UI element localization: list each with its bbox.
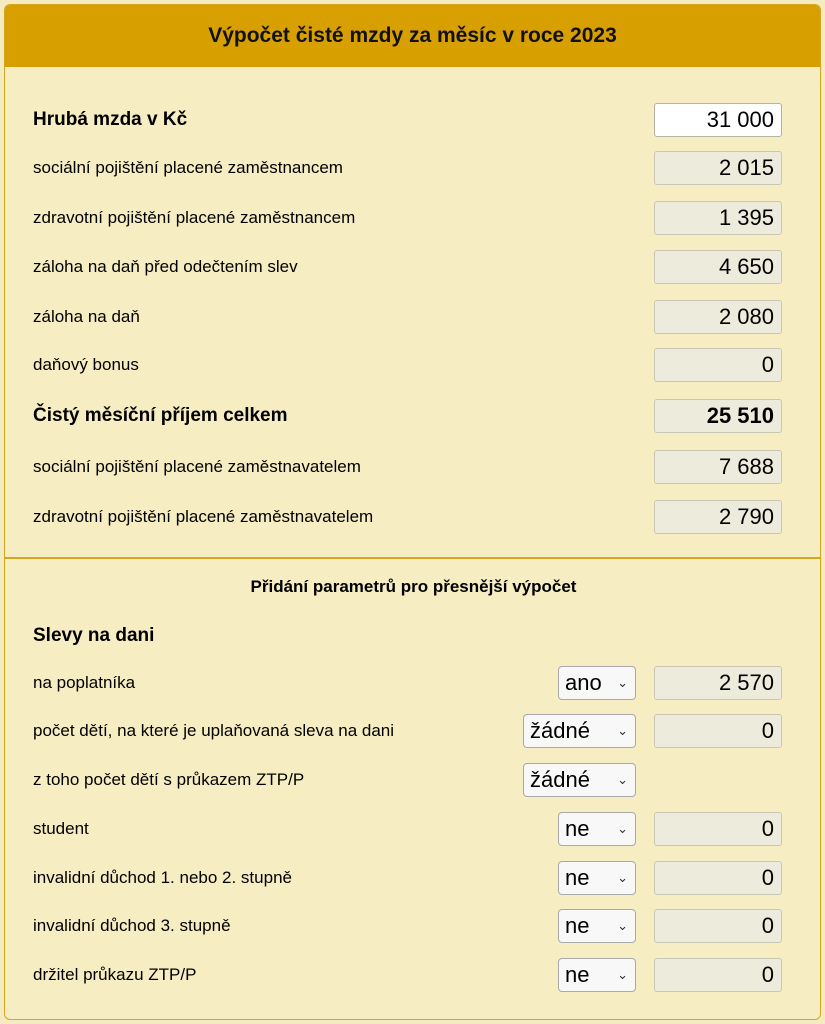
disability-1-2-selected: ne	[565, 865, 590, 890]
children-count-selected: žádné	[530, 718, 590, 743]
row-employee-health	[5, 198, 821, 238]
employer-social-value: 7 688	[654, 450, 782, 484]
row-disability-3	[5, 906, 821, 946]
ztp-holder-label: držitel průkazu ZTP/P	[33, 965, 197, 984]
student-value: 0	[654, 812, 782, 846]
employee-health-label: zdravotní pojištění placené zaměstnancem	[33, 208, 356, 227]
taxpayer-credit-value: 2 570	[654, 666, 782, 700]
chevron-down-icon: ⌄	[617, 723, 628, 738]
children-ztp-label: z toho počet dětí s průkazem ZTP/P	[33, 770, 305, 789]
children-count-select[interactable]	[523, 714, 636, 748]
tax-bonus-label: daňový bonus	[33, 355, 139, 374]
disability-3-selected: ne	[565, 913, 590, 938]
section-divider	[5, 557, 821, 559]
tax-before-credits-label: záloha na daň před odečtením slev	[33, 257, 298, 276]
row-tax-bonus	[5, 345, 821, 385]
student-label: student	[33, 819, 89, 838]
employee-health-value: 1 395	[654, 201, 782, 235]
disability-3-value: 0	[654, 909, 782, 943]
row-children-ztp	[5, 760, 821, 800]
row-employer-health	[5, 497, 821, 537]
row-employer-social	[5, 447, 821, 487]
tax-before-credits-value: 4 650	[654, 250, 782, 284]
employer-health-value: 2 790	[654, 500, 782, 534]
gross-salary-label: Hrubá mzda v Kč	[33, 109, 188, 130]
chevron-down-icon: ⌄	[617, 772, 628, 787]
ztp-holder-value: 0	[654, 958, 782, 992]
children-credit-value: 0	[654, 714, 782, 748]
tax-advance-value: 2 080	[654, 300, 782, 334]
row-tax-before-credits	[5, 247, 821, 287]
row-tax-advance	[5, 297, 821, 337]
children-credit-label: počet dětí, na které je uplaňovaná sleva na dani	[33, 721, 395, 740]
tax-bonus-value: 0	[654, 348, 782, 382]
row-gross-salary	[5, 100, 821, 140]
disability-1-2-select[interactable]	[558, 861, 636, 895]
taxpayer-credit-label: na poplatníka	[33, 673, 136, 692]
disability-1-2-label: invalidní důchod 1. nebo 2. stupně	[33, 868, 292, 887]
salary-calculator	[4, 4, 821, 1020]
disability-3-select[interactable]	[558, 909, 636, 943]
row-ztp-holder	[5, 955, 821, 995]
tax-advance-label: záloha na daň	[33, 307, 140, 326]
page-title: Výpočet čisté mzdy za měsíc v roce 2023	[208, 24, 617, 47]
row-net-income	[5, 396, 821, 436]
employee-social-label: sociální pojištění placené zaměstnancem	[33, 158, 343, 177]
row-children-credit	[5, 711, 821, 751]
taxpayer-credit-selected: ano	[565, 670, 602, 695]
ztp-holder-select[interactable]	[558, 958, 636, 992]
row-taxpayer-credit	[5, 663, 821, 703]
chevron-down-icon: ⌄	[617, 918, 628, 933]
employee-social-value: 2 015	[654, 151, 782, 185]
calculator-header	[5, 5, 820, 67]
disability-3-label: invalidní důchod 3. stupně	[33, 916, 231, 935]
row-employee-social	[5, 148, 821, 188]
chevron-down-icon: ⌄	[617, 675, 628, 690]
row-student	[5, 809, 821, 849]
student-selected: ne	[565, 816, 590, 841]
net-income-label: Čistý měsíční příjem celkem	[33, 405, 288, 426]
chevron-down-icon: ⌄	[617, 821, 628, 836]
children-ztp-selected: žádné	[530, 767, 590, 792]
gross-salary-input[interactable]: 31 000	[654, 103, 782, 137]
employer-health-label: zdravotní pojištění placené zaměstnavatelem	[33, 507, 374, 526]
params-subtitle: Přidání parametrů pro přesnější výpočet	[250, 577, 577, 596]
chevron-down-icon: ⌄	[617, 870, 628, 885]
children-ztp-select[interactable]	[523, 763, 636, 797]
student-select[interactable]	[558, 812, 636, 846]
net-income-value: 25 510	[654, 399, 782, 433]
chevron-down-icon: ⌄	[617, 967, 628, 982]
disability-1-2-value: 0	[654, 861, 782, 895]
row-disability-1-2	[5, 858, 821, 898]
employer-social-label: sociální pojištění placené zaměstnavatelem	[33, 457, 361, 476]
taxpayer-credit-select[interactable]	[558, 666, 636, 700]
ztp-holder-selected: ne	[565, 962, 590, 987]
tax-credits-title: Slevy na dani	[33, 625, 155, 646]
